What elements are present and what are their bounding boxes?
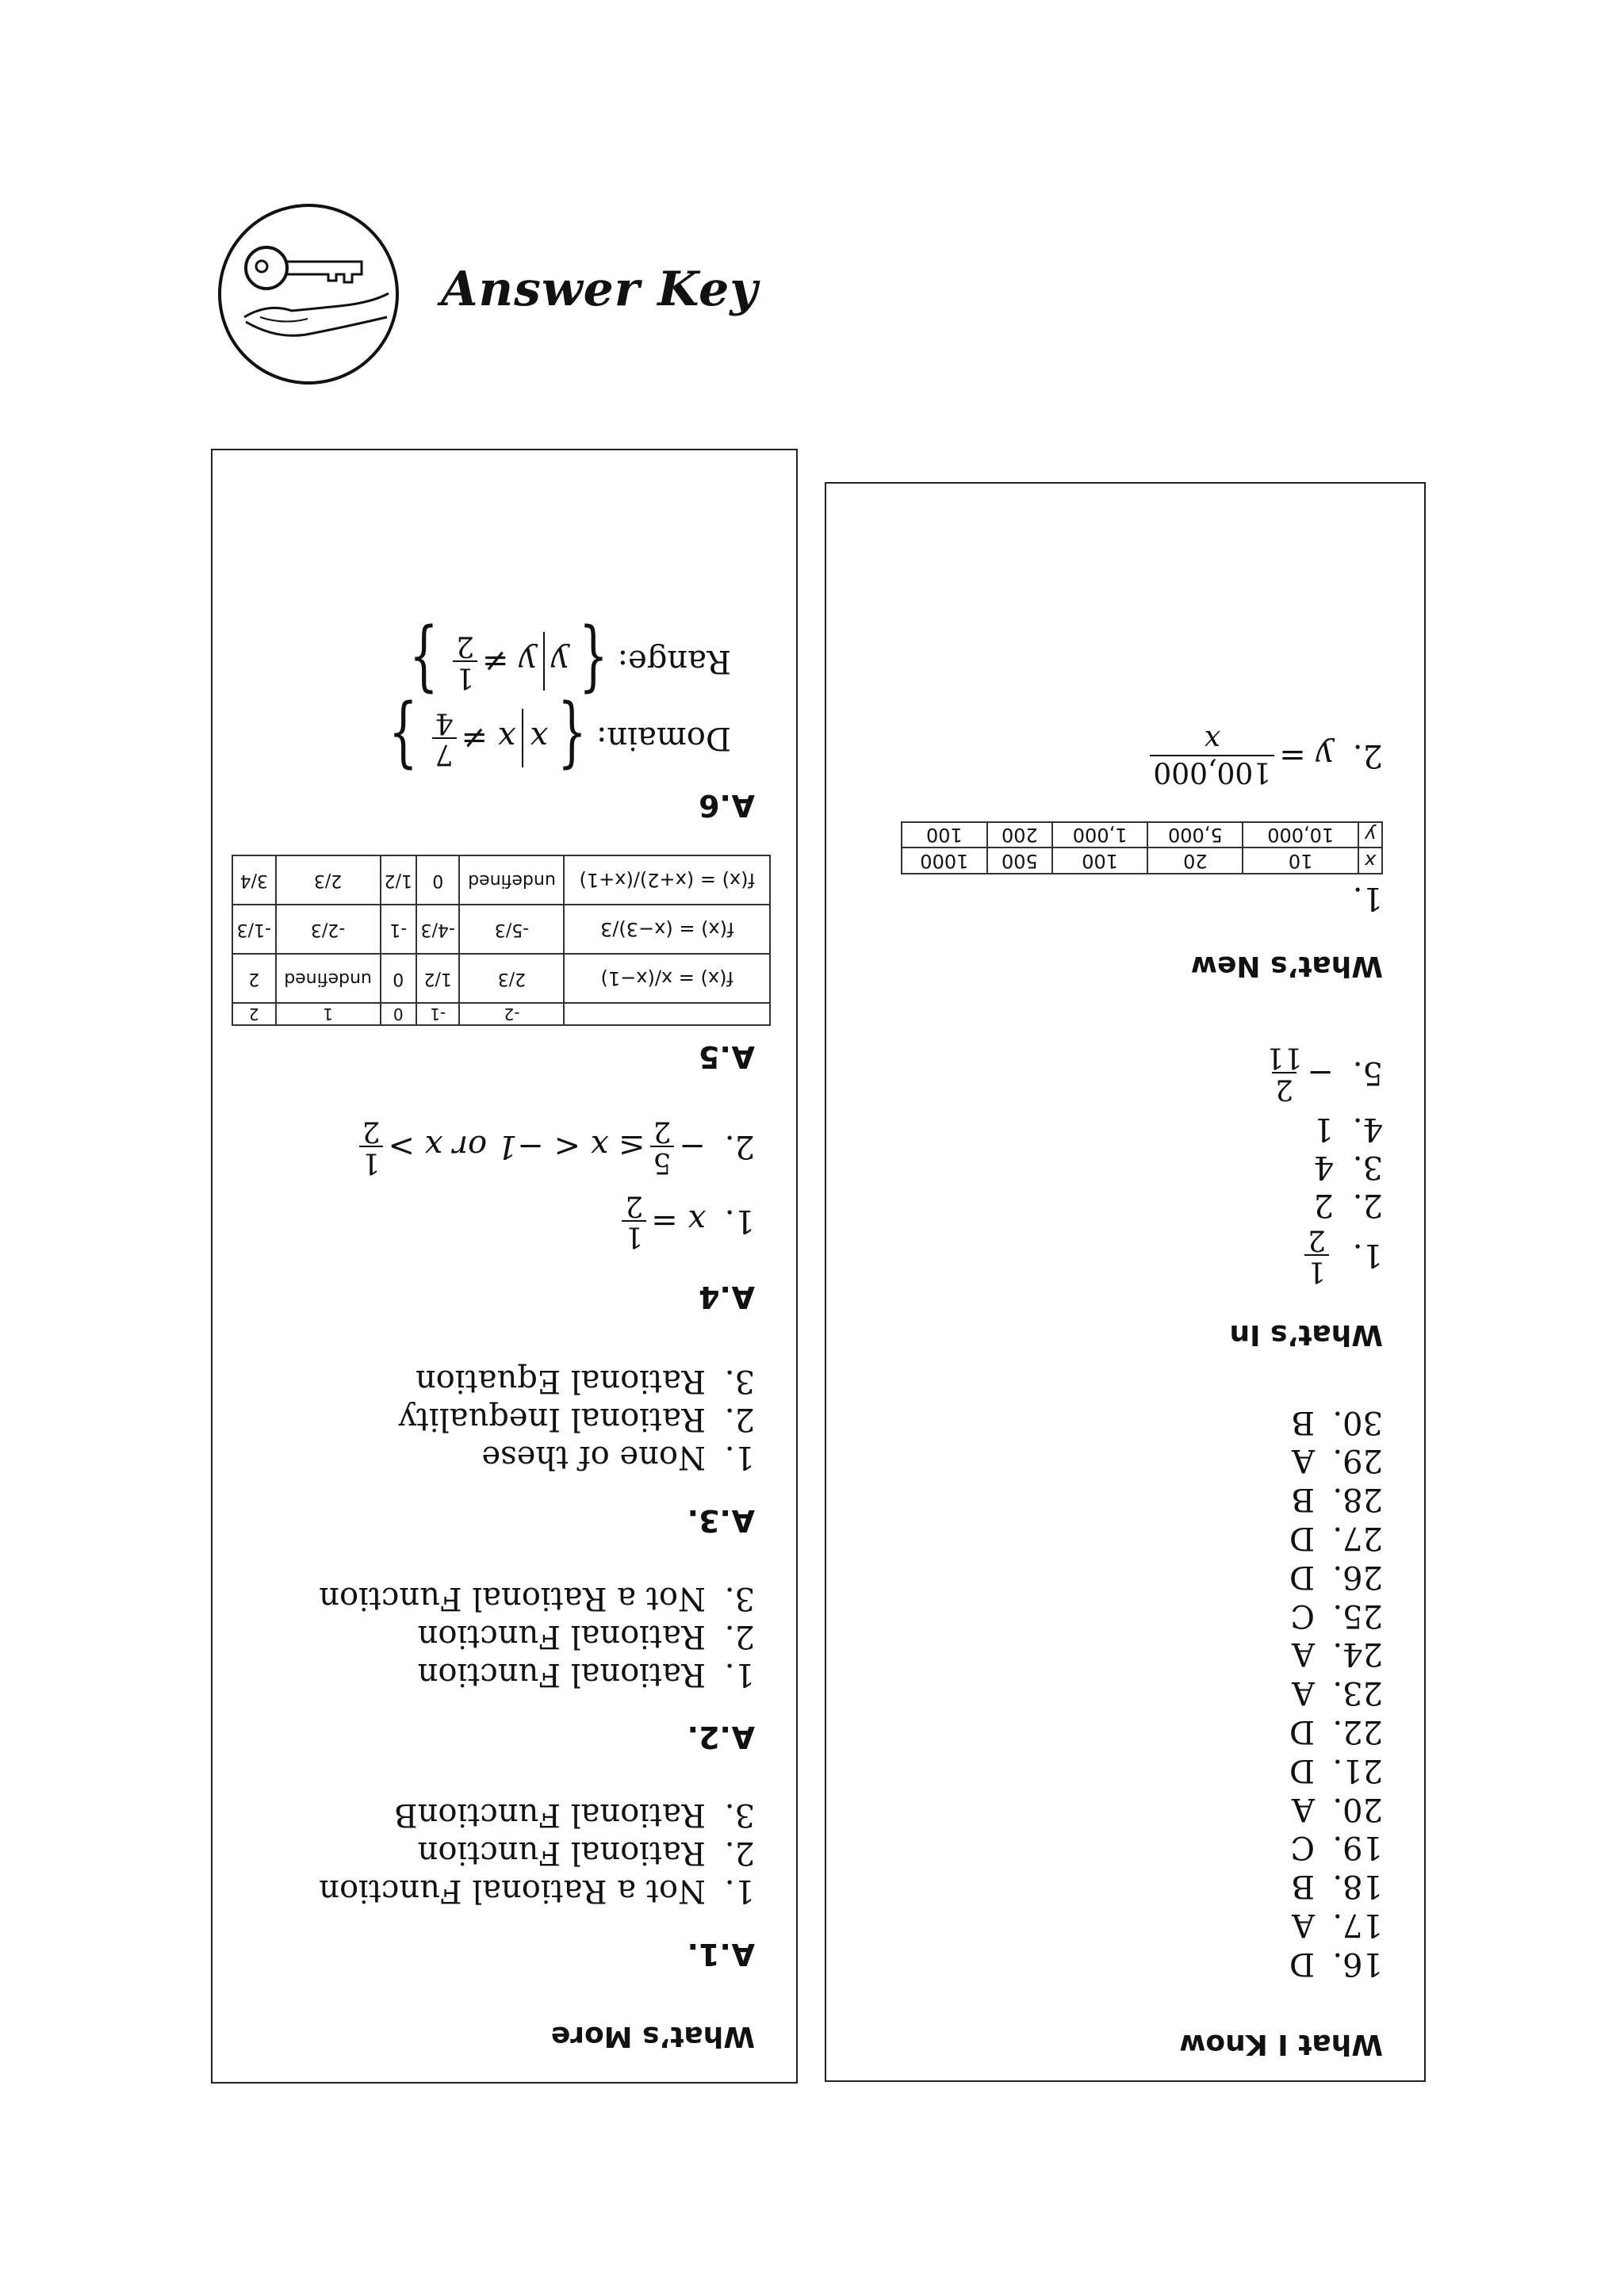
table-cell: 100 [902,822,987,848]
table-cell: -1 [381,905,416,954]
a6-range: Range: { y y ≠ 1 2 } [409,617,731,706]
table-row [232,954,770,1003]
table-cell: 20 [1147,848,1243,874]
whats-in-heading: What’s In [1229,1318,1383,1351]
table-header-cell: 2 [232,1003,276,1025]
list-item: 26. D [1289,1558,1383,1595]
list-item: 2. Rational Inequality [398,1401,755,1438]
a1-list [236,1796,755,1910]
a2-list [236,1579,755,1693]
whats-in-list [850,1041,1383,1288]
table-row [232,905,770,954]
a6-domain: Domain: { x x ≠ 7 4 } [388,694,731,783]
table-cell: 0 [416,855,460,905]
list-item: 19. C [1290,1829,1383,1866]
fraction: 1 2 [622,1190,646,1252]
table-cell: 200 [987,822,1052,848]
list-item: 20. A [1292,1790,1383,1827]
list-item: 4. 1 [1313,1111,1383,1148]
table-cell: 2/3 [276,855,381,905]
list-item: 2. y = 100,000 x [850,725,1383,786]
list-item: 18. B [1291,1868,1383,1905]
table-cell: 10 [1243,848,1358,874]
table-header-cell: -2 [459,1003,564,1025]
list-item: 1. x = 1 2 [236,1190,755,1252]
table-header-cell: 1 [276,1003,381,1025]
list-item: 1. Not a Rational Function [319,1873,755,1910]
list-item: 3. Rational Equation [415,1363,755,1400]
list-item: 22. D [1289,1713,1383,1751]
table-cell: 1/2 [381,855,416,905]
list-item: 2. − 5 2 ≤ x < −1 or x > 1 2 [236,1115,755,1177]
a1-label: A.1. [687,1936,755,1972]
whats-more-heading: What’s More [550,2020,755,2053]
list-item: 24. A [1292,1636,1383,1673]
list-item: 2. 2 [1313,1187,1383,1224]
table-cell: 500 [987,848,1052,874]
whats-more-box [211,449,798,2084]
list-item: 2. Rational Function [417,1835,755,1872]
a4-list [236,1115,755,1251]
table-cell: y [1358,822,1382,848]
list-item: 5. − 2 11 [1266,1041,1383,1106]
list-item: 28. B [1291,1481,1383,1518]
whats-new-heading: What’s New [1190,950,1383,983]
table-cell: 100 [1052,848,1147,874]
fraction: 5 2 [650,1115,675,1177]
key-in-hand-icon [213,198,404,390]
fraction: 1 2 [1304,1224,1329,1286]
table-cell: 10,000 [1243,822,1358,848]
list-item: 21. D [1289,1751,1383,1789]
table-header-row [232,1003,770,1025]
table-cell: 0 [381,954,416,1003]
list-item: 3. 4 [1313,1149,1383,1186]
fraction: 2 11 [1266,1041,1303,1106]
list-item: 3. Not a Rational Function [319,1579,755,1617]
table-cell: x [1358,848,1382,874]
table-header-cell: 0 [381,1003,416,1025]
page-title: Answer Key [441,262,759,317]
fraction: 7 4 [432,707,457,769]
table-cell: undefined [276,954,381,1003]
list-item: 3. Rational FunctionB [394,1797,755,1834]
table-header-cell [564,1003,770,1025]
list-item: 1. Rational Function [417,1655,755,1693]
table-cell: 5,000 [1147,822,1243,848]
fraction: 100,000 x [1150,725,1274,786]
list-item: 30. B [1291,1403,1383,1441]
list-item: 27. D [1289,1520,1383,1557]
table-cell: f(x) = (x+2)/(x+1) [564,855,770,905]
list-item: 2. Rational Function [417,1617,755,1655]
list-item: 25. C [1290,1597,1383,1634]
list-item: 23. A [1292,1674,1383,1712]
table-row [232,855,770,905]
table-cell: -1/3 [232,905,276,954]
table-cell: 2 [232,954,276,1003]
a3-list [236,1362,755,1476]
a5-table [232,855,771,1026]
a2-label: A.2. [687,1720,755,1755]
table-cell: -5/3 [459,905,564,954]
table-cell: 1/2 [416,954,460,1003]
fraction: 1 2 [453,631,477,693]
table-cell: -2/3 [276,905,381,954]
table-cell: 3/4 [232,855,276,905]
table-row [902,848,1382,874]
list-item: 29. A [1292,1442,1383,1479]
a6-label: A.6 [699,787,755,823]
list-item: 1. 1 2 [850,1224,1383,1286]
what-i-know-heading: What I Know [1179,2028,1383,2061]
whats-know-box [825,482,1426,2082]
table-cell: 1000 [902,848,987,874]
whats-new-item1-number: 1. [1352,880,1383,917]
table-cell: f(x) = x/(x−1) [564,954,770,1003]
table-cell: 1,000 [1052,822,1147,848]
list-item: 16. D [1289,1945,1383,1982]
table-cell: -4/3 [416,905,460,954]
table-row [902,822,1382,848]
list-item: 1. None of these [481,1439,755,1476]
list-item: 17. A [1292,1907,1383,1944]
table-header-cell: -1 [416,1003,460,1025]
a3-label: A.3. [687,1502,755,1538]
whats-new-table [901,821,1383,875]
fraction: 1 2 [359,1115,384,1177]
what-i-know-list [850,1402,1383,1983]
table-cell: 2/3 [459,954,564,1003]
table-cell: f(x) = (x−3)/3 [564,905,770,954]
a4-label: A.4 [699,1280,755,1315]
a5-label: A.5 [699,1039,755,1075]
table-cell: undefined [459,855,564,905]
